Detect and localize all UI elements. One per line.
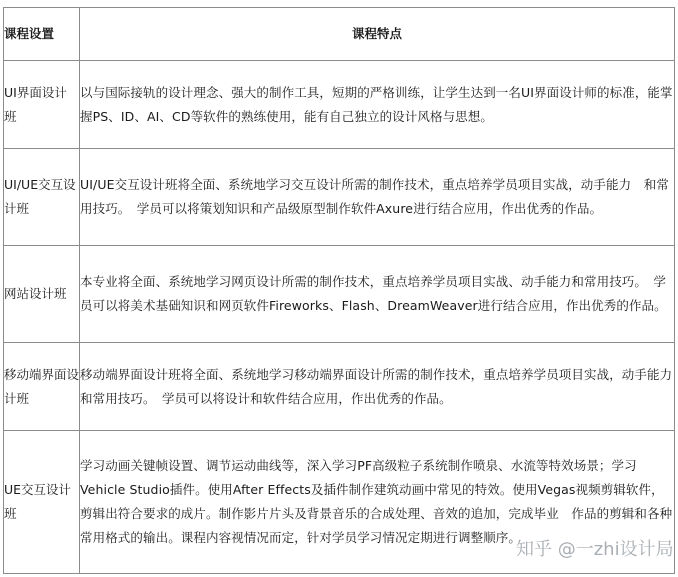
course-name: UI界面设计班 bbox=[4, 61, 80, 149]
table-row bbox=[4, 246, 675, 343]
course-name: 网站设计班 bbox=[4, 246, 80, 343]
table-row bbox=[4, 61, 675, 149]
course-feature: 移动端界面设计班将全面、系统地学习移动端界面设计所需的制作技术，重点培养学员项目实战，动手能力和常用技巧。 学员可以将设计和软件结合应用，作出优秀的作品。 bbox=[80, 343, 675, 431]
course-feature: 学习动画关键帧设置、调节运动曲线等，深入学习PF高级粒子系统制作喷泉、水流等特效场景；学习Vehicle Studio插件。使用After Effects及插件制作建筑动画中常见的特效。使用Vegas视频剪辑软件，剪辑出符合要求的成片。制作影片片头及背景音乐的合成处理、音效的追加，完成毕业 作品的剪辑和各种常用格式的输出。课程内容视情况而定，针对学员学习情况定期进行调整顺序。 bbox=[80, 431, 675, 574]
course-name: UI/UE交互设计班 bbox=[4, 149, 80, 246]
course-feature: UI/UE交互设计班将全面、系统地学习交互设计所需的制作技术，重点培养学员项目实战，动手能力 和常用技巧。 学员可以将策划知识和产品级原型制作软件Axure进行结合应用，作出优秀的作品。 bbox=[80, 149, 675, 246]
course-feature: 本专业将全面、系统地学习网页设计所需的制作技术，重点培养学员项目实战、动手能力和常用技巧。 学员可以将美术基础知识和网页软件Fireworks、Flash、DreamWeaver进行结合应用，作出优秀的作品。 bbox=[80, 246, 675, 343]
header-course: 课程设置 bbox=[4, 8, 80, 61]
header-feature: 课程特点 bbox=[80, 8, 675, 61]
header-row bbox=[4, 8, 675, 61]
course-name: 移动端界面设计班 bbox=[4, 343, 80, 431]
table-row bbox=[4, 343, 675, 431]
course-table bbox=[3, 7, 675, 574]
table-row bbox=[4, 149, 675, 246]
course-name: UE交互设计班 bbox=[4, 431, 80, 574]
course-feature: 以与国际接轨的设计理念、强大的制作工具，短期的严格训练，让学生达到一名UI界面设计师的标准，能掌握PS、ID、AI、CD等软件的熟练使用，能有自己独立的设计风格与思想。 bbox=[80, 61, 675, 149]
zhihu-watermark: 知乎 @一zhi设计局 bbox=[516, 539, 674, 560]
